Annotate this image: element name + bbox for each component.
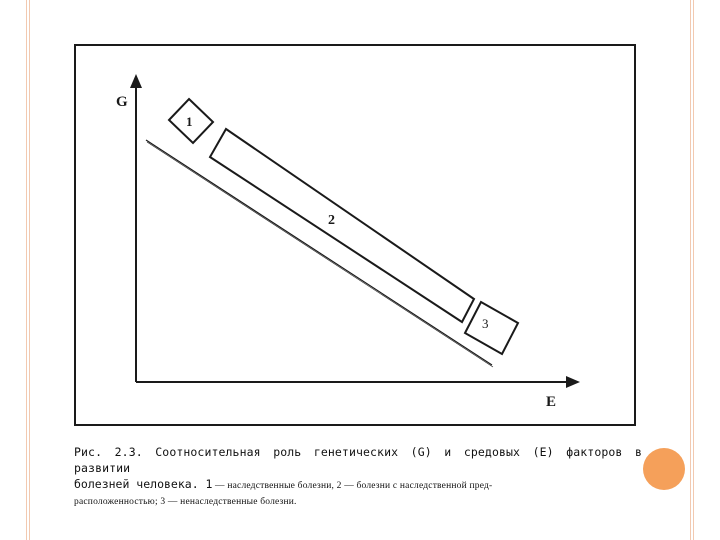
y-axis-label: G	[116, 94, 128, 110]
caption-line-2-end: — наследственные болезни, 2 — болезни с наследственной пред-	[212, 481, 493, 491]
caption-line-3: расположенностью; 3 — ненаследственные болезни.	[74, 497, 297, 507]
region-3-label: 3	[482, 316, 489, 331]
region-2-bar	[210, 129, 474, 322]
region-3-box	[465, 302, 518, 354]
accent-dot	[643, 448, 685, 490]
caption-line-1: Рис. 2.3. Соотносительная роль генетических (G) и средовых (E) факторов в развитии	[74, 445, 642, 475]
x-axis-arrow	[566, 376, 580, 388]
caption-line-2-start: болезней человека. 1	[74, 477, 213, 491]
diagram-figure	[74, 44, 636, 426]
x-axis-label: E	[546, 394, 557, 410]
region-2-label: 2	[328, 213, 335, 228]
y-axis-arrow	[130, 74, 142, 88]
diagonal-boundary-shadow	[147, 142, 493, 367]
diagonal-boundary	[146, 140, 492, 365]
slide-frame-right	[690, 0, 694, 540]
figure-caption	[74, 444, 642, 510]
slide-frame-left	[26, 0, 30, 540]
diagram-svg	[76, 46, 638, 428]
caption-line-2	[74, 476, 642, 494]
region-1-label: 1	[186, 114, 193, 129]
